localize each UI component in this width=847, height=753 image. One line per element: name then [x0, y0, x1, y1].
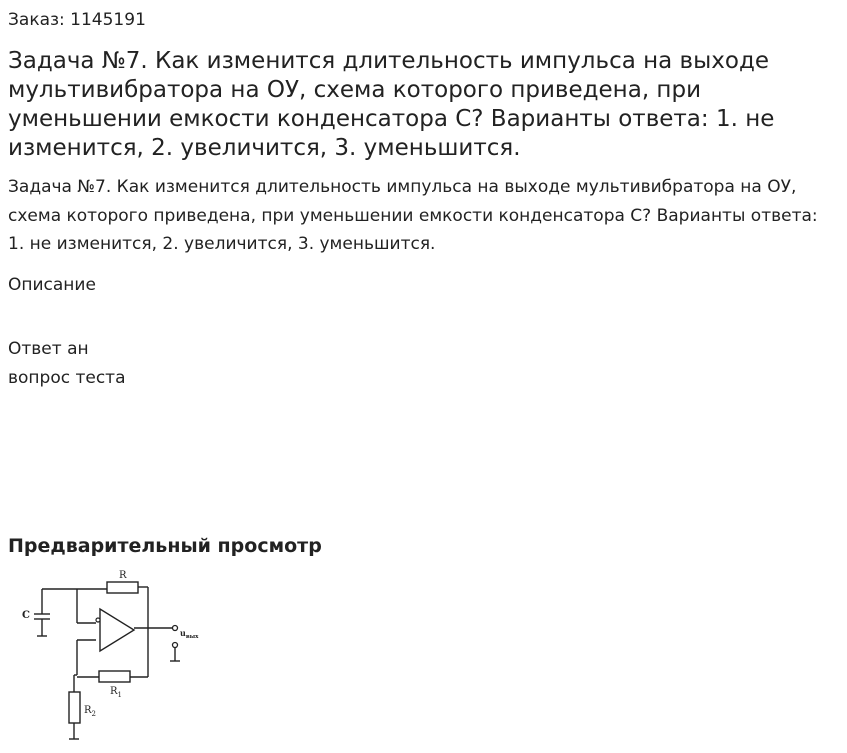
- answer-line-1: Ответ ан: [8, 339, 89, 359]
- answer-text: [8, 335, 126, 393]
- resistor-r1: [99, 671, 130, 682]
- resistor-r2: [69, 692, 80, 723]
- label-r1: $R_1$: [110, 686, 122, 699]
- inverting-input-marker: [96, 618, 100, 622]
- page-title: Задача №7. Как изменится длительность импульса на выходе мультивибратора на ОУ, схема которого приведена, при уменьшении емкости конденсатора С? Варианты ответа: 1. не изменится, 2. увеличится, 3. уменьшится.: [8, 48, 775, 161]
- description-label: Описание: [8, 275, 96, 295]
- output-ground-terminal: [173, 643, 178, 648]
- answer-line-2: вопрос теста: [8, 368, 126, 388]
- resistor-r: [107, 582, 138, 593]
- label-r2: $R_2$: [84, 705, 96, 718]
- label-r: R: [119, 570, 127, 581]
- preview-title: Предварительный просмотр: [8, 535, 322, 557]
- op-amp-symbol: [100, 609, 134, 651]
- label-u-out: $u_{вых}$: [180, 628, 199, 640]
- task-description: Задача №7. Как изменится длительность импульса на выходе мультивибратора на ОУ, схема которого приведена, при уменьшении емкости конденсатора С? Варианты ответа: 1. не изменится, 2. увеличится, 3. уменьшится.: [8, 177, 818, 254]
- output-terminal: [173, 626, 178, 631]
- circuit-diagram: [12, 565, 212, 747]
- label-c: C: [22, 610, 30, 621]
- order-number: Заказ: 1145191: [8, 10, 146, 30]
